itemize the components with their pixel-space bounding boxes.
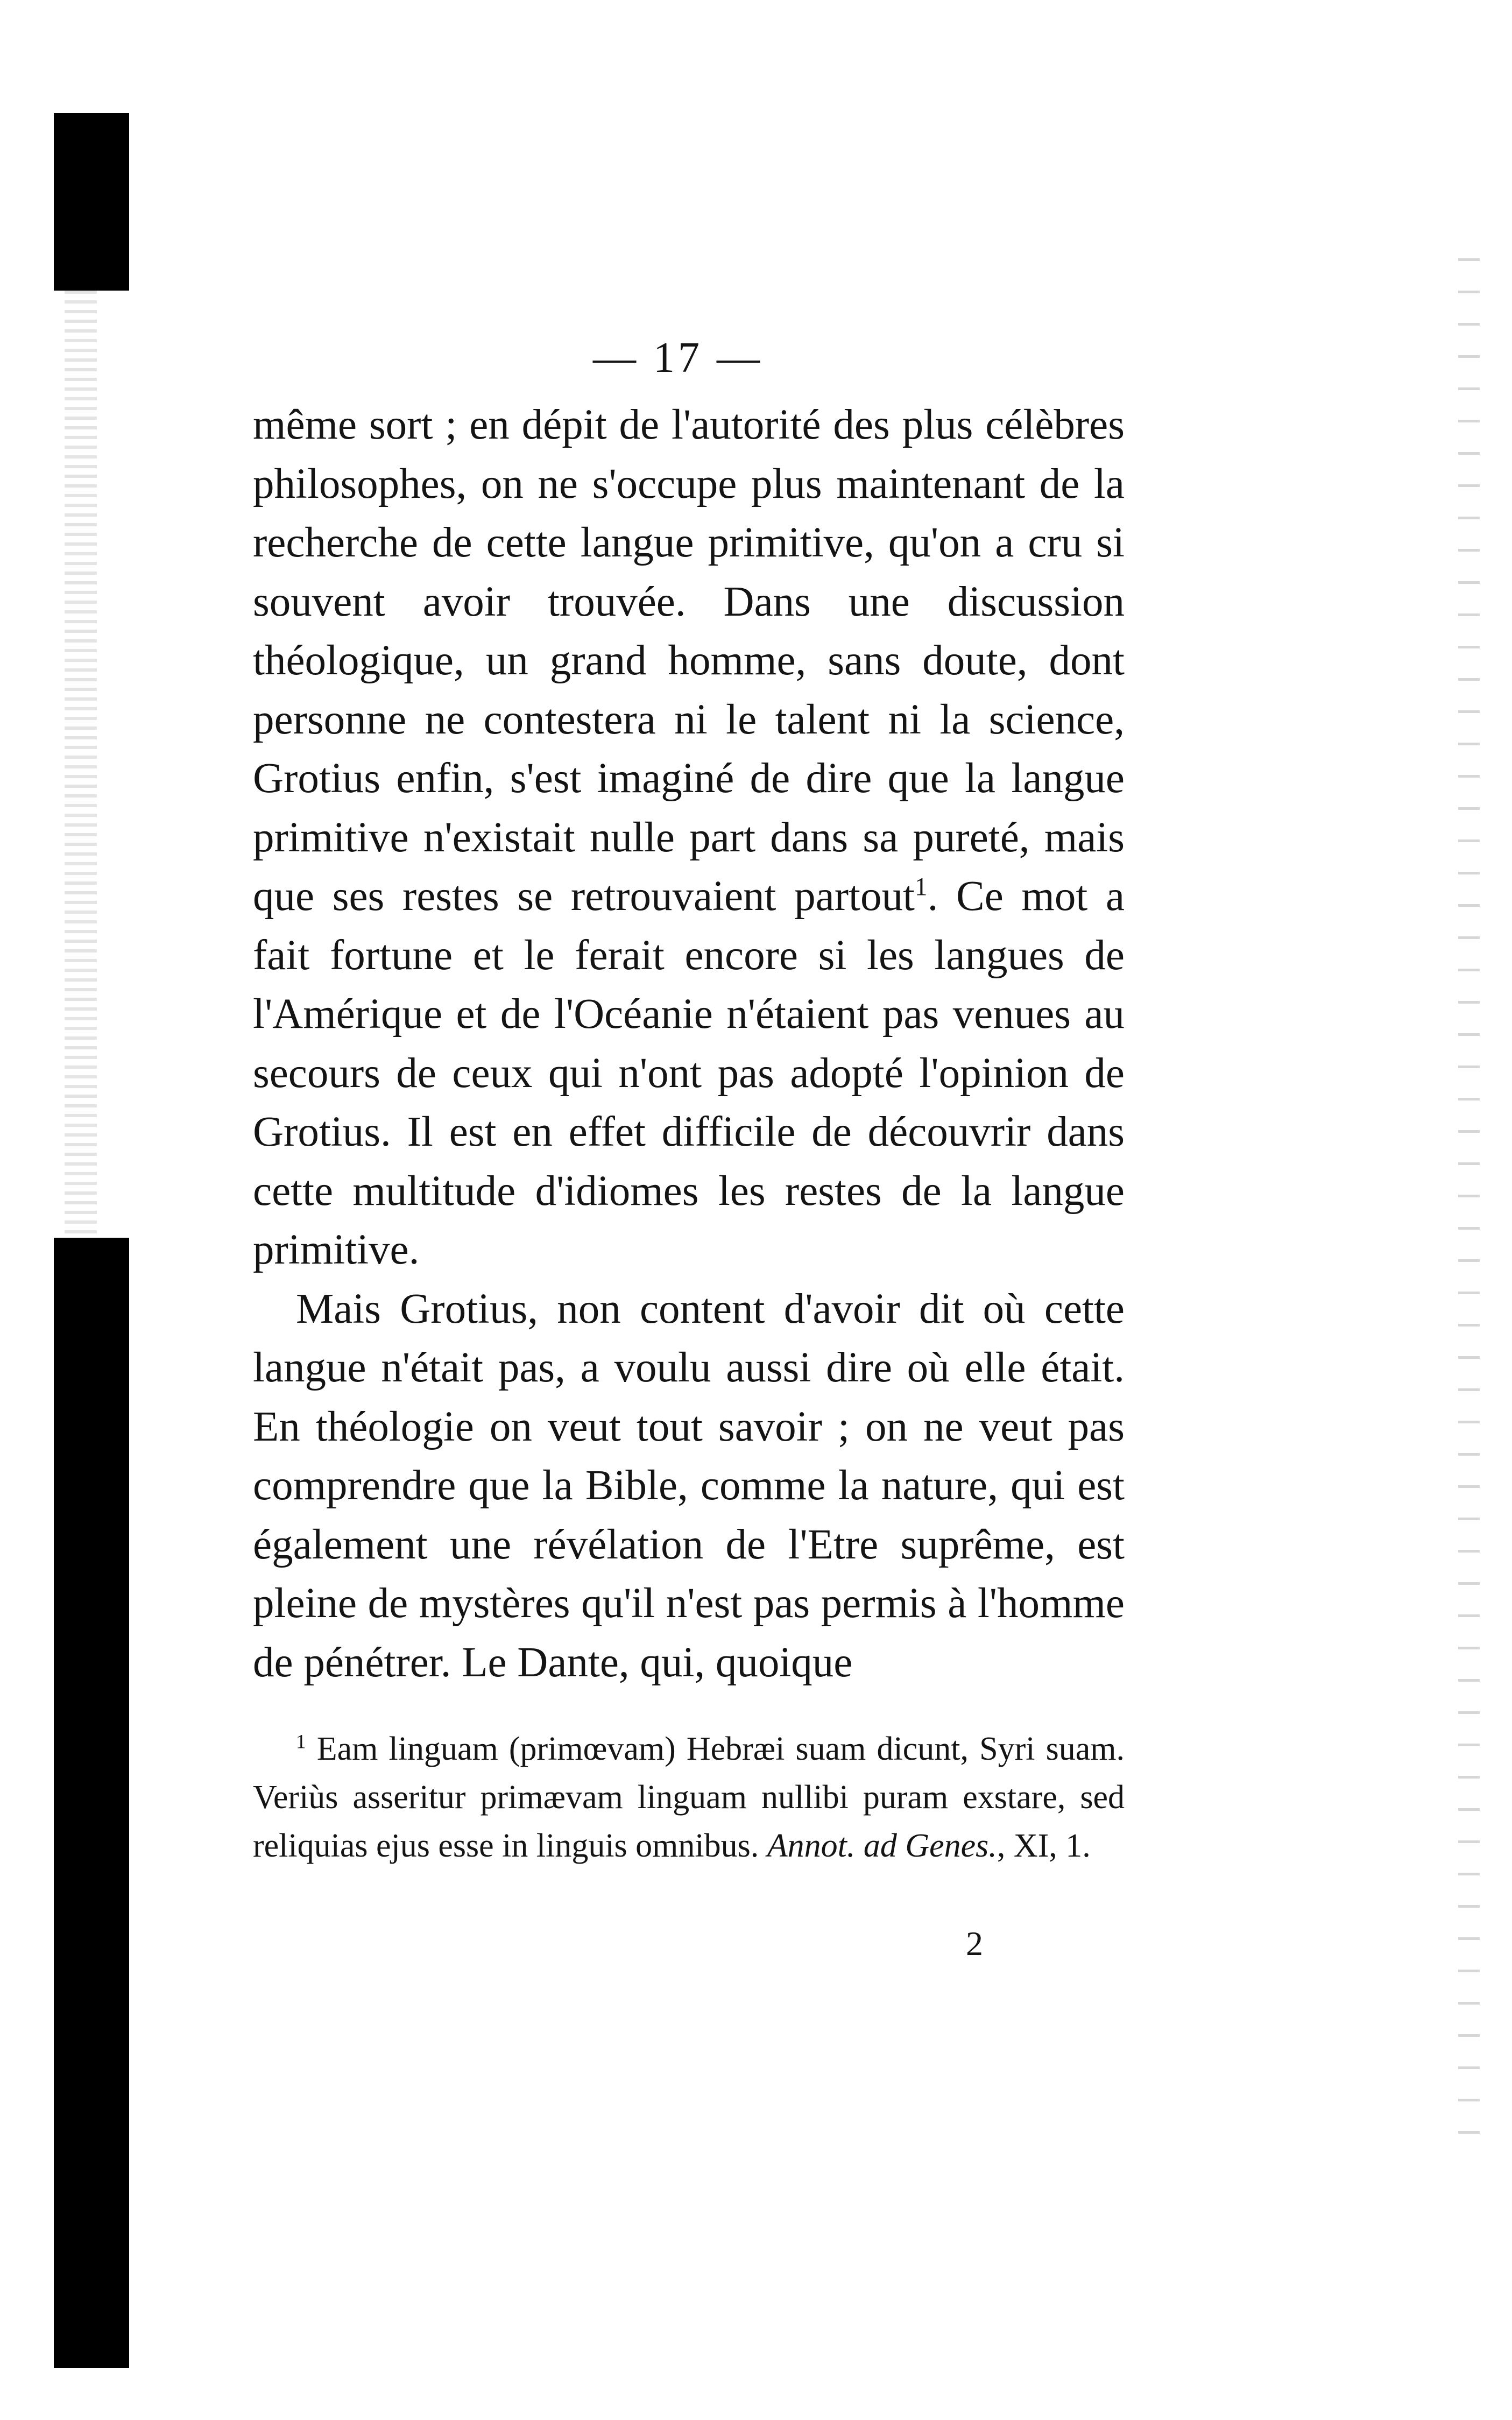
scan-right-edge-noise <box>1458 258 1480 2142</box>
page-number: — 17 — <box>593 334 763 382</box>
footnote-citation: Annot. ad Genes. <box>767 1828 997 1864</box>
scan-edge-shadow-top <box>54 113 129 291</box>
footnote <box>253 1725 1125 1870</box>
body-text <box>253 396 1125 1692</box>
footnote-mark: 1 <box>296 1731 306 1753</box>
paragraph-1 <box>253 396 1125 1280</box>
paragraph-2: Mais Grotius, non content d'avoir dit où cette langue n'était pas, a voulu aussi dire où elle était. En théologie on veut tout savoir ; on ne veut pas comprendre que la Bible, comme la nature, qui est également une révélation de l'Etre suprême, est pleine de mystères qu'il n'est pas permis à l'homme de pénétrer. Le Dante, qui, quoique <box>253 1285 1125 1686</box>
signature-mark: 2 <box>966 1924 983 1963</box>
paragraph-1-text-b: . Ce mot a fait fortune et le ferait encore si les langues de l'Amérique et de l'Océanie n'étaient pas venues au secours de ceux qui n'ont pas adopté l'opinion de Grotius. Il est en effet difficile de découvrir dans cette multitude d'idiomes les restes de la langue primitive. <box>253 873 1125 1273</box>
footnote-citation-end: , XI, 1. <box>997 1828 1091 1864</box>
scan-edge-noise <box>65 291 97 1238</box>
footnote-reference: 1 <box>914 873 928 901</box>
scan-edge-shadow <box>54 1238 129 2368</box>
footnote-text: Eam linguam (primœvam) Hebræi suam dicunt, Syri suam. Veriùs asseritur primævam linguam nullibi puram exstare, sed reliquias ejus esse in linguis omnibus. <box>253 1731 1125 1864</box>
footnote-1 <box>253 1725 1125 1870</box>
paragraph-1-text-a: même sort ; en dépit de l'autorité des plus célèbres philosophes, on ne s'occupe plus maintenant de la recherche de cette langue primitive, qu'on a cru si souvent avoir trouvée. Dans une discussion théologique, un grand homme, sans doute, dont personne ne contestera ni le talent ni la science, Grotius enfin, s'est imaginé de dire que la langue primitive n'existait nulle part dans sa pureté, mais que ses restes se retrouvaient partout <box>253 401 1125 920</box>
